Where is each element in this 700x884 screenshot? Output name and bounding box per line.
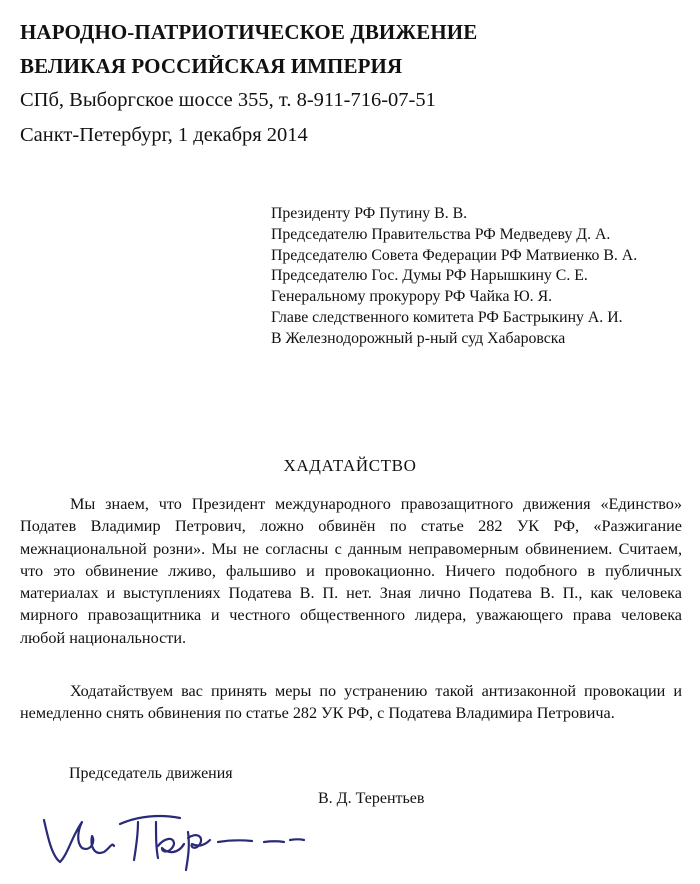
addressee-list xyxy=(271,204,637,350)
signer-role: Председатель движения xyxy=(69,765,233,782)
signer-name: В. Д. Терентьев xyxy=(318,790,425,807)
addressee-item: Президенту РФ Путину В. В. xyxy=(271,205,468,222)
addressee-item: Председателю Правительства РФ Медведеву Д. А. xyxy=(271,225,611,243)
document-title: ХАДАТАЙСТВО xyxy=(283,456,417,475)
city-date: Санкт-Петербург, 1 декабря 2014 xyxy=(20,124,308,146)
handwritten-signature xyxy=(38,802,308,872)
addressee-item: Председателю Совета Федерации РФ Матвиенко В. А. xyxy=(271,246,638,264)
org-address: СПб, Выборгское шоссе 355, т. 8-911-716-07-51 xyxy=(20,89,436,111)
org-name-line1: НАРОДНО-ПАТРИОТИЧЕСКОЕ ДВИЖЕНИЕ xyxy=(20,20,478,44)
body-paragraph-2: Ходатайствуем вас принять меры по устранению такой антизаконной провокации и немедленно снять обвинения по статье 282 УК РФ, с Податева Владимира Петровича. xyxy=(20,682,682,723)
addressee-item: Генеральному прокурору РФ Чайка Ю. Я. xyxy=(271,288,553,306)
addressee-item: Председателю Гос. Думы РФ Нарышкину С. Е. xyxy=(271,267,588,285)
addressee-item: В Железнодорожный р-ный суд Хабаровска xyxy=(271,329,566,347)
org-name-line2: ВЕЛИКАЯ РОССИЙСКАЯ ИМПЕРИЯ xyxy=(20,54,403,78)
body-paragraph-1: Мы знаем, что Президент международного правозащитного движения «Единство» Податев Владимир Петрович, ложно обвинён по статье 282 УК РФ, «Разжигание межнациональной розни». Мы не согласны с данным неправомерным обвинением. Считаем, что это обвинение лживо, фальшиво и провокационно. Ничего подобного в публичных материалах и выступлениях Податева В. П. нет. Зная лично Податева В. П., как человека мирного правозащитника и честного общественного лидера, уважающего права человека любой национальности. xyxy=(20,495,682,647)
addressee-item: Главе следственного комитета РФ Бастрыкину А. И. xyxy=(271,308,623,326)
